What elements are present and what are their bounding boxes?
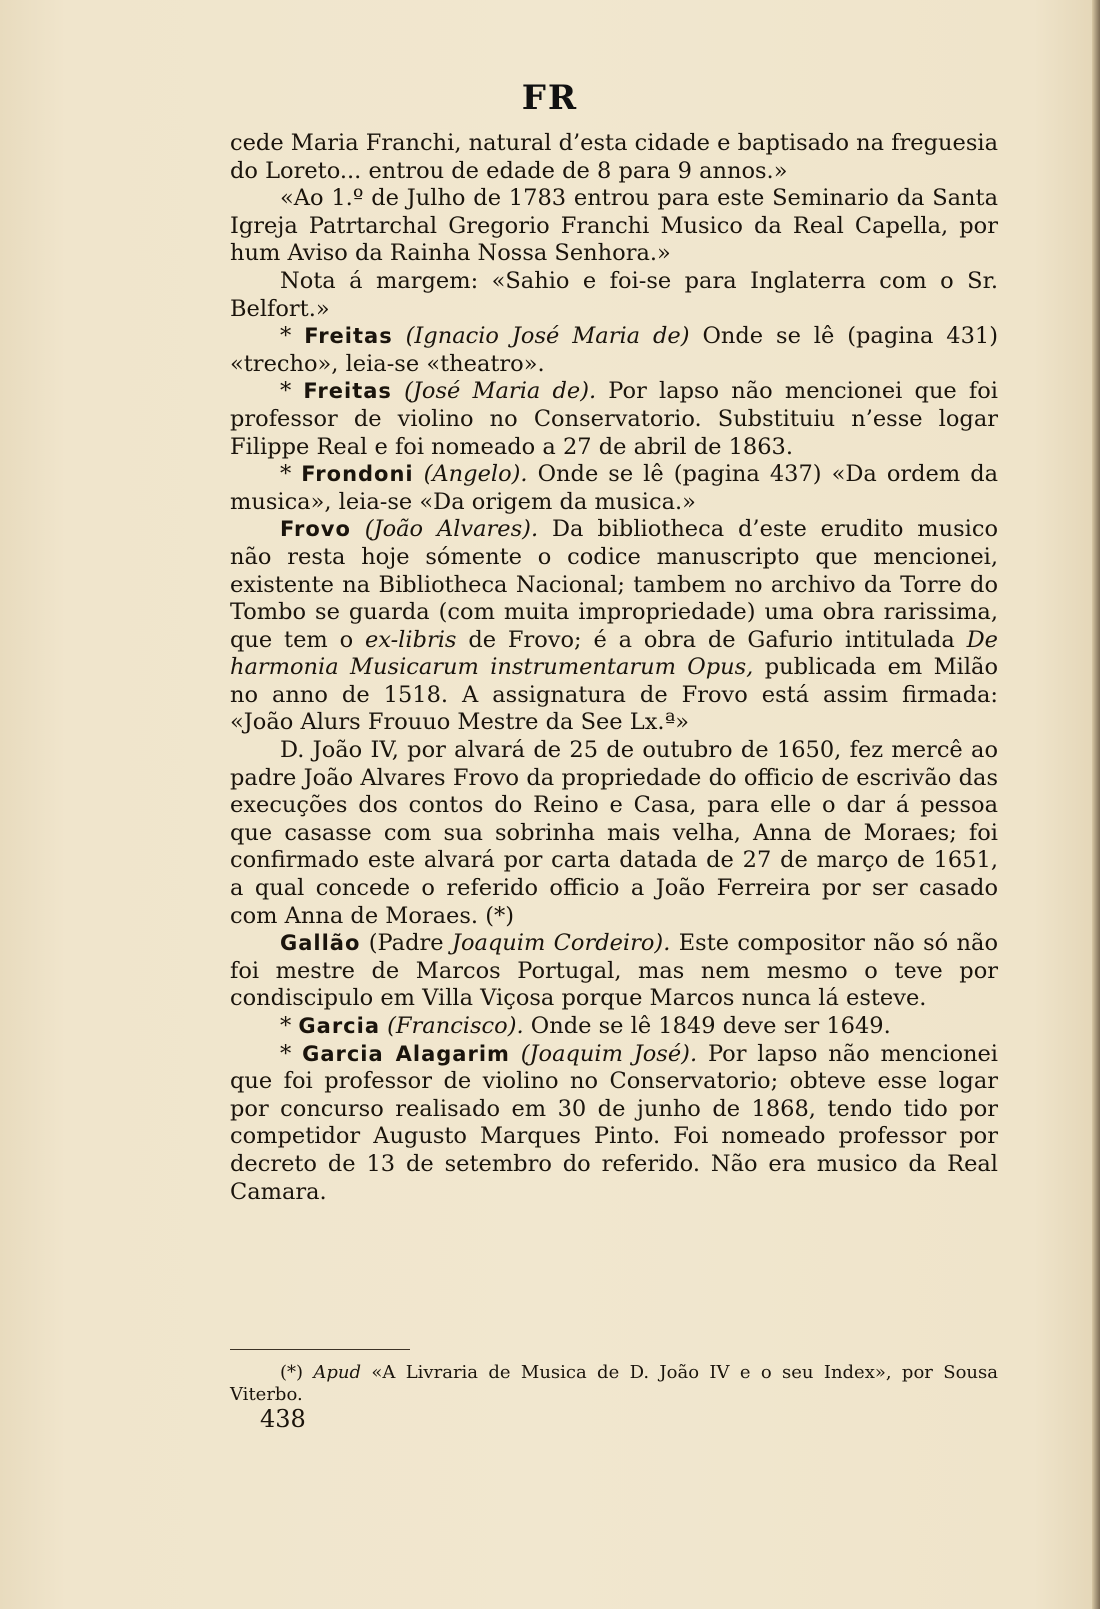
asterisk-mark: * [280, 1040, 292, 1067]
entry-name: (Ignacio José Maria de) [405, 323, 690, 350]
entry-freitas-ignacio [230, 323, 998, 378]
entry-headword: Gallão [280, 931, 361, 956]
page-edge-shadow [1092, 0, 1100, 1609]
entry-garcia-alagarim [230, 1041, 998, 1207]
entry-gallao [230, 930, 998, 1013]
entry-name: Joaquim Cordeiro). [451, 930, 671, 957]
asterisk-mark: * [280, 461, 292, 488]
asterisk-mark: * [280, 378, 292, 405]
footnote-italic: Apud [313, 1362, 362, 1383]
entry-headword: Garcia [298, 1014, 380, 1038]
paragraph-joao-iv: D. João IV, por alvará de 25 de outubro de 1650, fez mercê ao padre João Alvares Frovo da propriedade do officio de escrivão das execuções dos contos do Reino e Casa, para elle o dar á pessoa que casasse com sua sobrinha mais velha, Anna de Moraes; foi confirmado este alvará por carta datada de 27 de março de 1651, a qual concede o referido officio a João Ferreira por ser casado com Anna de Moraes. (*) [230, 737, 998, 929]
entry-text: Por lapso não mencionei que foi professor de violino no Conservatorio; obteve esse logar por concurso realisado em 30 de junho de 1868, tendo tido por competidor Augusto Marques Pinto. Foi nomeado professor por decreto de 13 de setembro do referido. Não era musico da Real Camara. [230, 1040, 998, 1205]
entry-headword: Garcia Alagarim [302, 1041, 510, 1066]
entry-name: (Francisco). [387, 1013, 524, 1039]
entry-frovo [230, 516, 998, 737]
entry-text-a: Da bibliotheca d’este erudito musico não resta hoje sómente o codice manuscripto que mencionei, existente na Bibliotheca Nacional; tambem no archivo da Torre do Tombo se guarda (com muita impropriedade) uma obra rarissima, que tem o [230, 516, 999, 653]
entry-freitas-jose [230, 378, 998, 461]
footnote-mark: (*) [280, 1362, 304, 1383]
entry-headword: Frovo [280, 517, 351, 542]
entry-name: (João Alvares). [364, 516, 539, 543]
paragraph-3: Nota á margem: «Sahio e foi-se para Inglaterra com o Sr. Belfort.» [230, 267, 998, 322]
footnote-body: «A Livraria de Musica de D. João IV e o seu Index», por Sousa Viterbo. [230, 1362, 998, 1405]
entry-text-c: publicada em Milão no anno de 1518. A assignatura de Frovo está assim firmada: «João Alurs Frouuo Mestre da See Lx.ª» [230, 654, 999, 736]
entry-text-b: de Frovo; é a obra de Gafurio intitulada [468, 626, 955, 653]
entry-name: (José Maria de). [404, 378, 597, 405]
entry-garcia [230, 1013, 998, 1041]
footnote-rule [230, 1349, 410, 1350]
entry-pre: (Padre [368, 930, 444, 957]
entry-name: (Joaquim José). [520, 1040, 698, 1067]
running-head: FR [521, 78, 579, 118]
entry-frondoni [230, 461, 998, 516]
entry-headword: Freitas [304, 324, 393, 349]
asterisk-mark: * [280, 323, 292, 350]
entry-text: Onde se lê (pagina 431) «trecho», leia-se «theatro». [230, 323, 999, 377]
paragraph-2: «Ao 1.º de Julho de 1783 entrou para este Seminario da Santa Igreja Patrtarchal Gregorio Franchi Musico da Real Capella, por hum Aviso da Rainha Nossa Senhora.» [230, 185, 998, 267]
footnote [230, 1362, 998, 1406]
entry-text: Onde se lê (pagina 437) «Da ordem da musica», leia-se «Da origem da musica.» [230, 461, 999, 515]
entry-italic-a: ex-libris [364, 626, 457, 653]
asterisk-mark: * [280, 1013, 292, 1039]
entry-headword: Freitas [303, 379, 392, 404]
entry-italic-b: De harmonia Musicarum instrumentarum Opus, [230, 626, 998, 681]
entry-name: (Angelo). [423, 461, 528, 488]
footnote-text [230, 1362, 998, 1406]
entry-text: Este compositor não só não foi mestre de Marcos Portugal, mas nem mesmo o teve por condiscipulo em Villa Viçosa porque Marcos nunca lá esteve. [230, 930, 998, 1012]
page-number: 438 [260, 1405, 306, 1433]
entry-text: Onde se lê 1849 deve ser 1649. [530, 1013, 891, 1039]
entry-text: Por lapso não mencionei que foi professor de violino no Conservatorio. Substituiu n’esse logar Filippe Real e foi nomeado a 27 de abril de 1863. [230, 378, 998, 460]
body-text [230, 130, 998, 1206]
entry-headword: Frondoni [301, 462, 414, 487]
paragraph-1: cede Maria Franchi, natural d’esta cidade e baptisado na freguesia do Loreto... entrou de edade de 8 para 9 annos.» [230, 130, 998, 184]
